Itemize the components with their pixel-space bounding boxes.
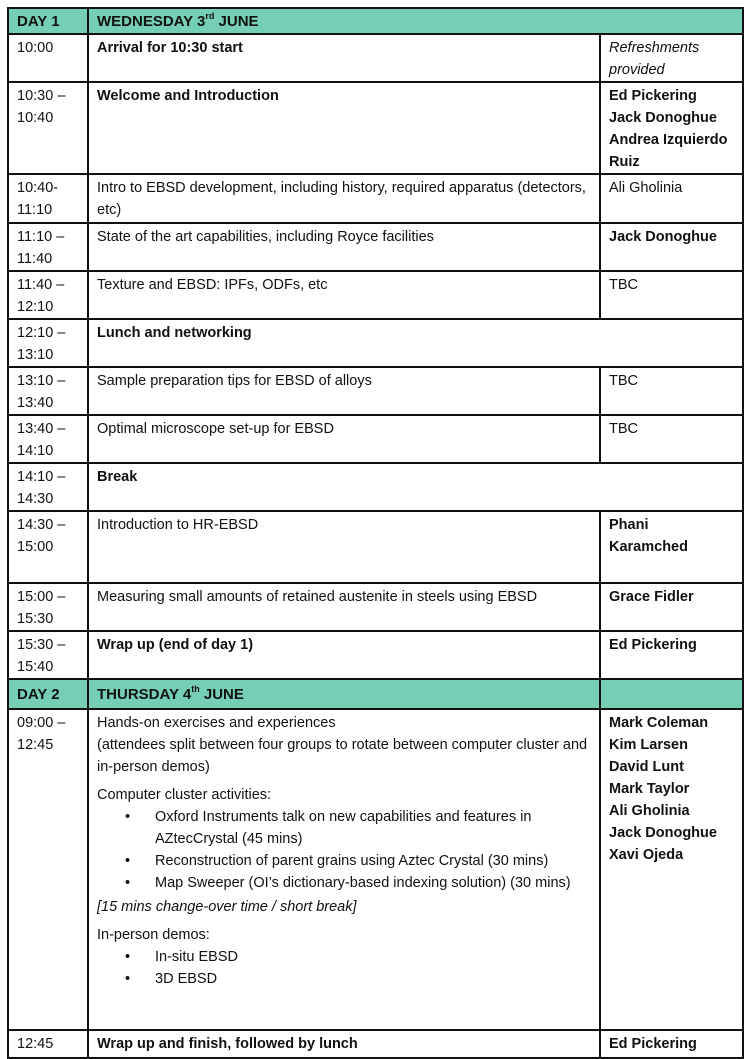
time-cell: 11:10 – 11:40 <box>8 223 88 271</box>
speaker-name: Ali Gholinia <box>609 803 690 819</box>
agenda-table <box>7 7 744 1059</box>
list-item: • Oxford Instruments talk on new capabilities and features in AZtecCrystal (45 mins) <box>155 806 591 850</box>
list-item: • Map Sweeper (OI’s dictionary-based indexing solution) (30 mins) <box>155 872 591 894</box>
time-cell: 14:30 – 15:00 <box>8 511 88 583</box>
time-cell: 14:10 – 14:30 <box>8 463 88 511</box>
session-title: Wrap up (end of day 1) <box>88 631 600 679</box>
speaker-name: Phani <box>609 517 649 533</box>
session-title: Sample preparation tips for EBSD of alloys <box>88 367 600 415</box>
speaker-name: TBC <box>600 367 743 415</box>
schedule-row <box>8 34 743 82</box>
schedule-row <box>8 174 743 223</box>
list-item: • 3D EBSD <box>155 968 591 990</box>
session-title: Optimal microscope set-up for EBSD <box>88 415 600 463</box>
session-note: Refreshments provided <box>600 34 743 82</box>
day1-header-row <box>8 8 743 34</box>
session-title: Introduction to HR-EBSD <box>88 511 600 583</box>
schedule-row <box>8 82 743 174</box>
day-label: DAY 2 <box>8 679 88 709</box>
time-cell: 15:30 – 15:40 <box>8 631 88 679</box>
schedule-row <box>8 511 743 583</box>
day-label: DAY 1 <box>8 8 88 34</box>
day-date: THURSDAY 4th JUNE <box>88 679 600 709</box>
schedule-row <box>8 583 743 631</box>
session-details <box>88 709 600 1030</box>
speaker-name: Jack Donoghue <box>600 223 743 271</box>
schedule-row <box>8 631 743 679</box>
speaker-name: Jack Donoghue <box>609 825 717 841</box>
schedule-row <box>8 463 743 511</box>
speaker-name: Ed Pickering <box>600 1030 743 1058</box>
time-cell: 13:40 – 14:10 <box>8 415 88 463</box>
speaker-name: Mark Coleman <box>609 715 709 731</box>
schedule-row <box>8 415 743 463</box>
time-cell <box>8 709 88 1030</box>
speaker-list <box>600 511 743 583</box>
session-subtitle: (attendees split between four groups to rotate between computer cluster and in-person demos) <box>97 737 588 775</box>
session-title: Arrival for 10:30 start <box>88 34 600 82</box>
time-cell: 12:45 <box>8 1030 88 1058</box>
list-item: • In-situ EBSD <box>155 946 591 968</box>
time-cell: 10:40- 11:10 <box>8 174 88 223</box>
time-cell: 10:00 <box>8 34 88 82</box>
speaker-list <box>600 82 743 174</box>
speaker-name: Ali Gholinia <box>600 174 743 223</box>
schedule-row <box>8 271 743 319</box>
time-end: 12:45 <box>17 737 54 753</box>
time-cell: 15:00 – 15:30 <box>8 583 88 631</box>
speaker-name: David Lunt <box>609 759 684 775</box>
speaker-name: Mark Taylor <box>609 781 690 797</box>
speaker-name: Andrea Izquierdo Ruiz <box>609 132 728 170</box>
day-date: WEDNESDAY 3rd JUNE <box>88 8 600 34</box>
day2-header-row <box>8 679 743 709</box>
schedule-row <box>8 367 743 415</box>
speaker-list <box>600 709 743 1030</box>
session-title: Measuring small amounts of retained austenite in steels using EBSD <box>88 583 600 631</box>
speaker-name: Kim Larsen <box>609 737 688 753</box>
cluster-activity-list <box>97 806 591 894</box>
speaker-name: TBC <box>600 271 743 319</box>
time-cell: 11:40 – 12:10 <box>8 271 88 319</box>
demo-list <box>97 946 591 990</box>
time-cell: 10:30 – 10:40 <box>8 82 88 174</box>
session-title: Texture and EBSD: IPFs, ODFs, etc <box>88 271 600 319</box>
speaker-name: Karamched <box>609 539 688 555</box>
session-title: State of the art capabilities, including Royce facilities <box>88 223 600 271</box>
speaker-name: Grace Fidler <box>600 583 743 631</box>
session-title: Welcome and Introduction <box>88 82 600 174</box>
list-item: • Reconstruction of parent grains using Aztec Crystal (30 mins) <box>155 850 591 872</box>
session-title: Intro to EBSD development, including history, required apparatus (detectors, etc) <box>88 174 600 223</box>
cluster-heading: Computer cluster activities: <box>97 787 272 803</box>
session-title: Lunch and networking <box>88 319 743 367</box>
session-title: Hands-on exercises and experiences <box>97 715 336 731</box>
schedule-row <box>8 709 743 1030</box>
speaker-name: Jack Donoghue <box>609 110 717 126</box>
demos-heading: In-person demos: <box>97 927 210 943</box>
speaker-name: TBC <box>600 415 743 463</box>
day-header-spacer <box>600 679 743 709</box>
break-note: [15 mins change-over time / short break] <box>97 899 357 915</box>
time-cell: 13:10 – 13:40 <box>8 367 88 415</box>
speaker-name: Ed Pickering <box>609 88 697 104</box>
day-header-spacer <box>600 8 743 34</box>
schedule-row <box>8 1030 743 1058</box>
session-title: Wrap up and finish, followed by lunch <box>88 1030 600 1058</box>
schedule-row <box>8 319 743 367</box>
speaker-name: Ed Pickering <box>600 631 743 679</box>
speaker-name: Xavi Ojeda <box>609 847 684 863</box>
time-cell: 12:10 – 13:10 <box>8 319 88 367</box>
schedule-row <box>8 223 743 271</box>
session-title: Break <box>88 463 743 511</box>
time-start: 09:00 – <box>17 715 66 731</box>
